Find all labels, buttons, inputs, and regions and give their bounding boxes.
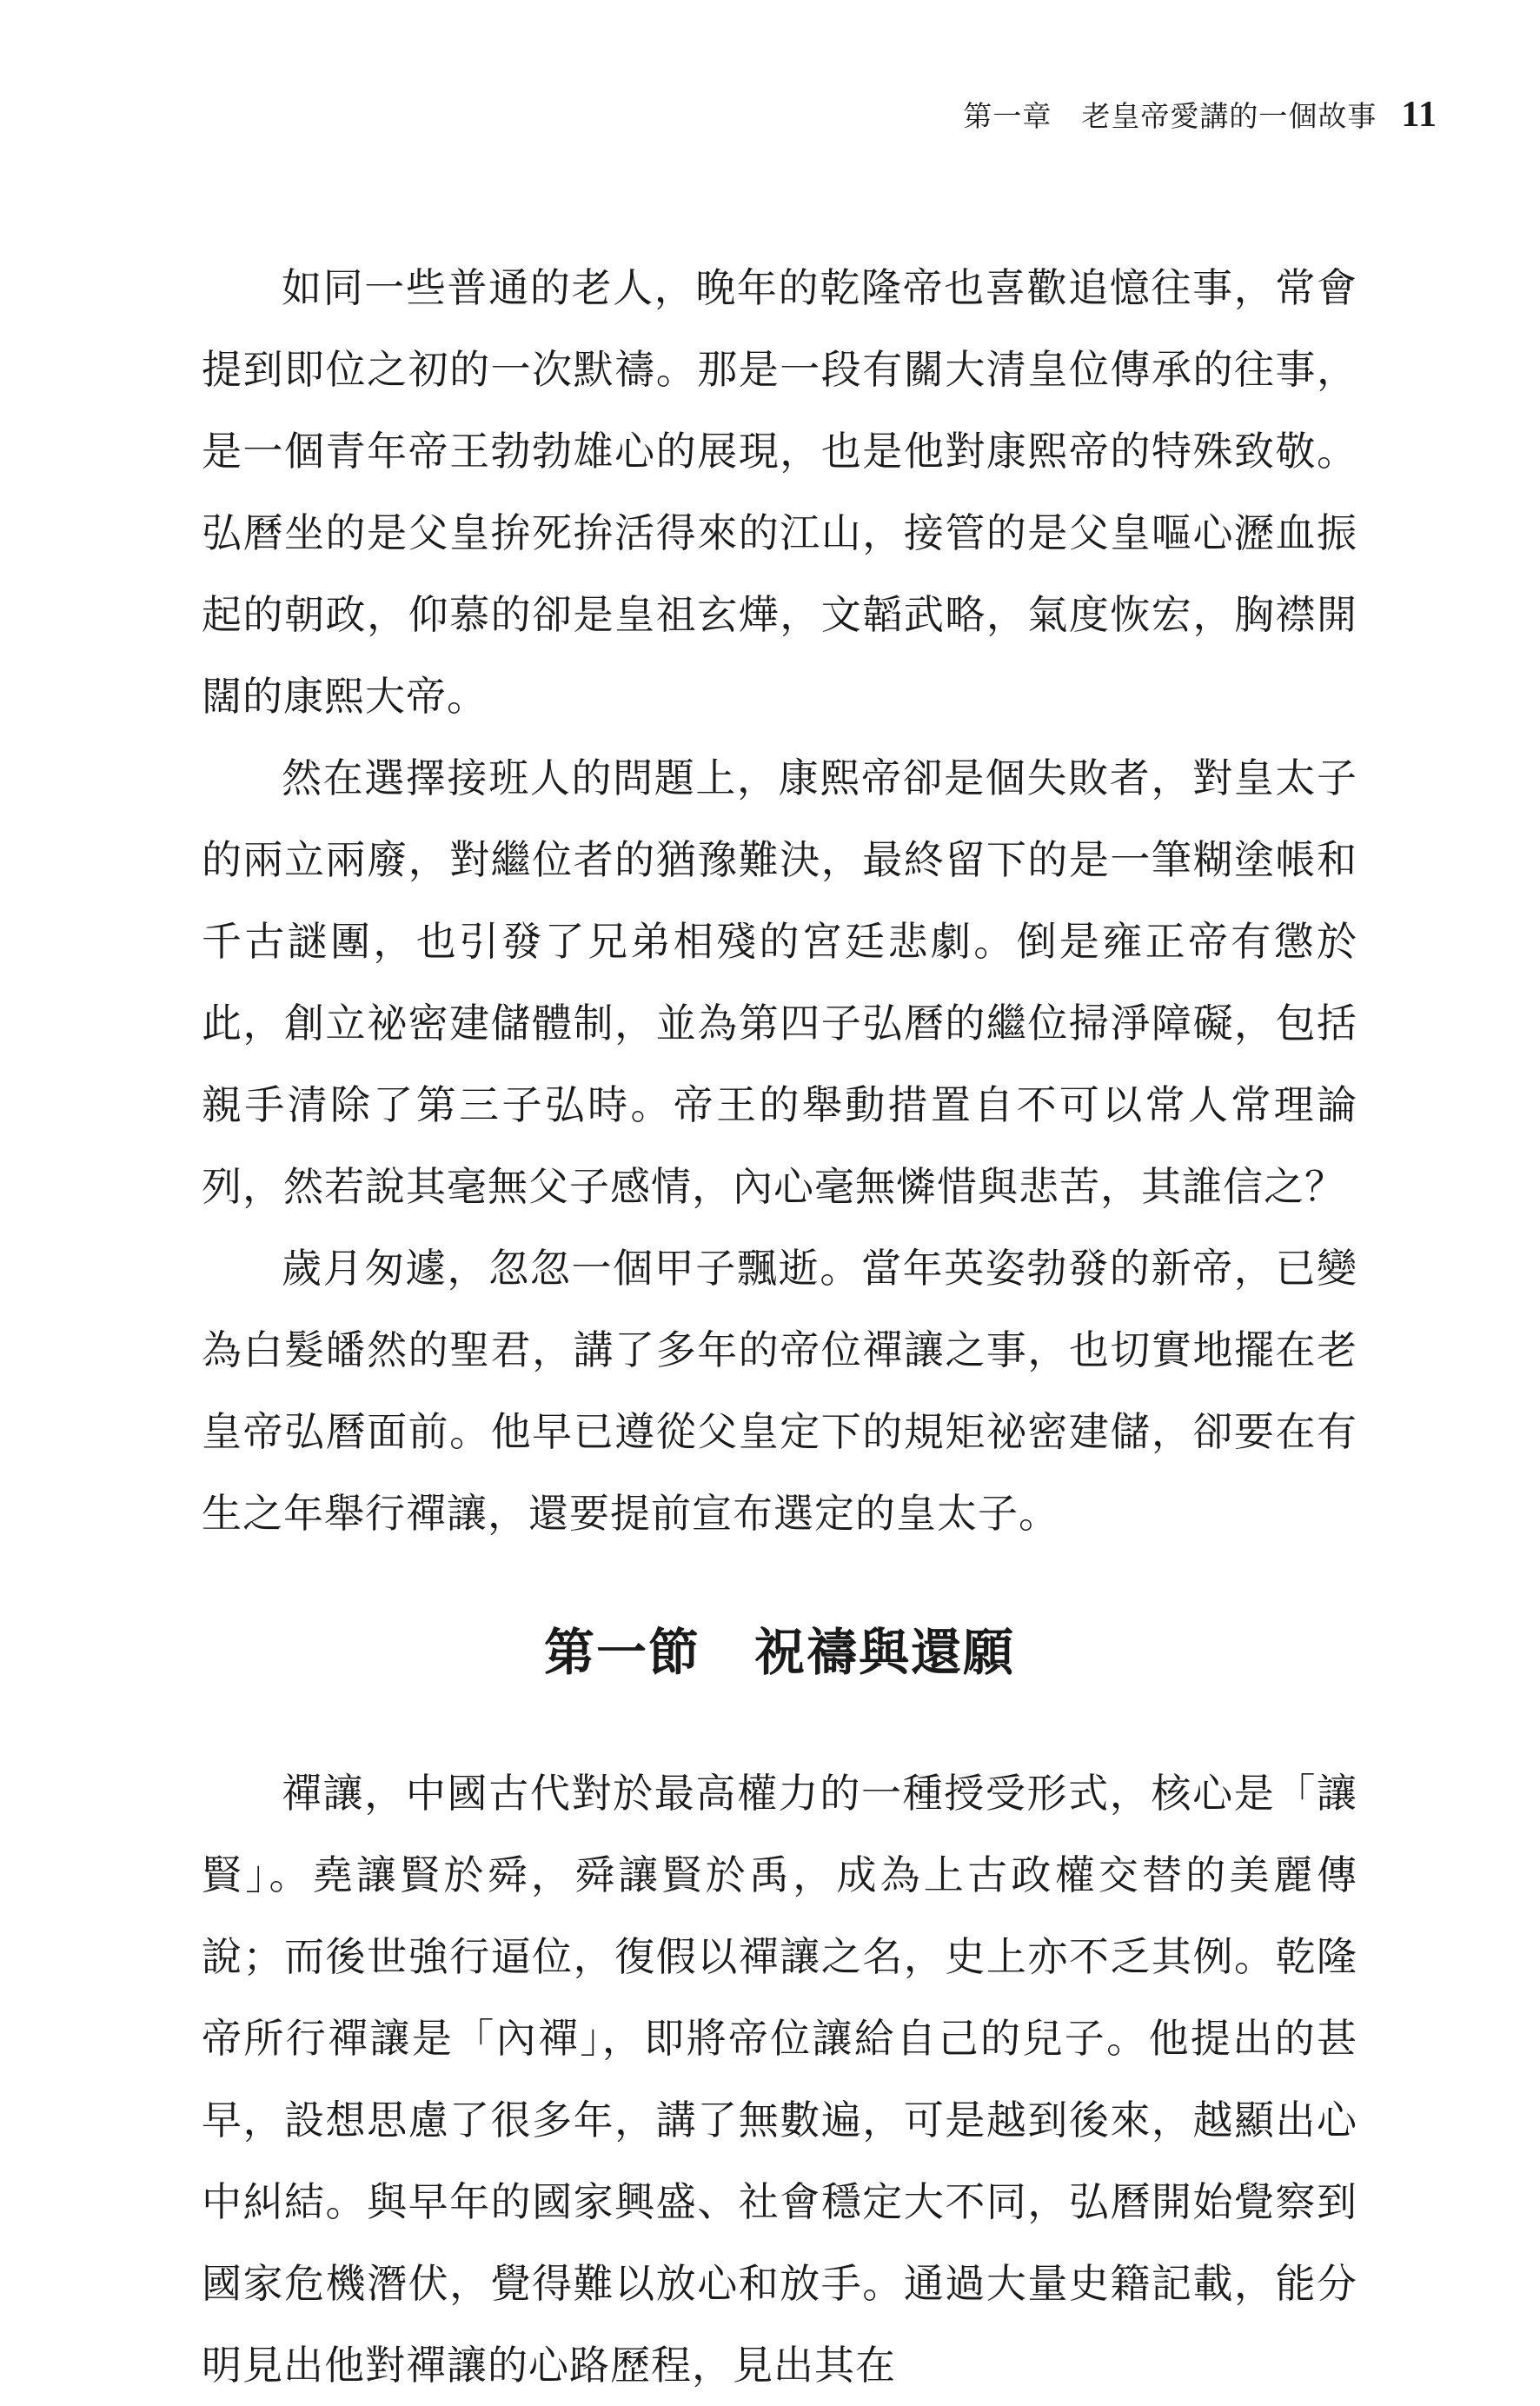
page-number: 11	[1401, 95, 1437, 135]
running-head-chapter-title: 第一章 老皇帝愛講的一個故事	[963, 99, 1377, 133]
body-paragraph: 然在選擇接班人的問題上，康熙帝卻是個失敗者，對皇太子的兩立兩廢，對繼位者的猶豫難決，最終留下的是一筆糊塗帳和千古謎團，也引發了兄弟相殘的宮廷悲劇。倒是雍正帝有懲於此，創立祕密建儲體制，並為第四子弘曆的繼位掃淨障礙，包括親手清除了第三子弘時。帝王的舉動措置自不可以常人常理論列，然若說其毫無父子感情，內心毫無憐惜與悲苦，其誰信之？	[202, 754, 1357, 1210]
body-paragraph: 如同一些普通的老人，晚年的乾隆帝也喜歡追憶往事，常會提到即位之初的一次默禱。那是一段有關大清皇位傳承的往事，是一個青年帝王勃勃雄心的展現，也是他對康熙帝的特殊致敬。弘曆坐的是父皇拚死拚活得來的江山，接管的是父皇嘔心瀝血振起的朝政，仰慕的卻是皇祖玄燁，文韜武略，氣度恢宏，胸襟開闊的康熙大帝。	[202, 264, 1357, 720]
section-number: 第一節	[543, 1623, 700, 1682]
section-heading	[202, 1587, 1357, 1718]
section-title: 祝禱與還願	[754, 1623, 1016, 1682]
body-paragraph: 歲月匆遽，忽忽一個甲子飄逝。當年英姿勃發的新帝，已變為白髮皤然的聖君，講了多年的帝位禪讓之事，也切實地擺在老皇帝弘曆面前。他早已遵從父皇定下的規矩祕密建儲，卻要在有生之年舉行禪讓，還要提前宣布選定的皇太子。	[202, 1245, 1357, 1537]
page-body	[202, 247, 1357, 2406]
running-head	[963, 94, 1437, 136]
section-paragraph: 禪讓，中國古代對於最高權力的一種授受形式，核心是「讓賢」。堯讓賢於舜，舜讓賢於禹，成為上古政權交替的美麗傳說；而後世強行逼位，復假以禪讓之名，史上亦不乏其例。乾隆帝所行禪讓是「內禪」，即將帝位讓給自己的兒子。他提出的甚早，設想思慮了很多年，講了無數遍，可是越到後來，越顯出心中糾結。與早年的國家興盛、社會穩定大不同，弘曆開始覺察到國家危機潛伏，覺得難以放心和放手。通過大量史籍記載，能分明見出他對禪讓的心路歷程，見出其在	[202, 1770, 1357, 2389]
